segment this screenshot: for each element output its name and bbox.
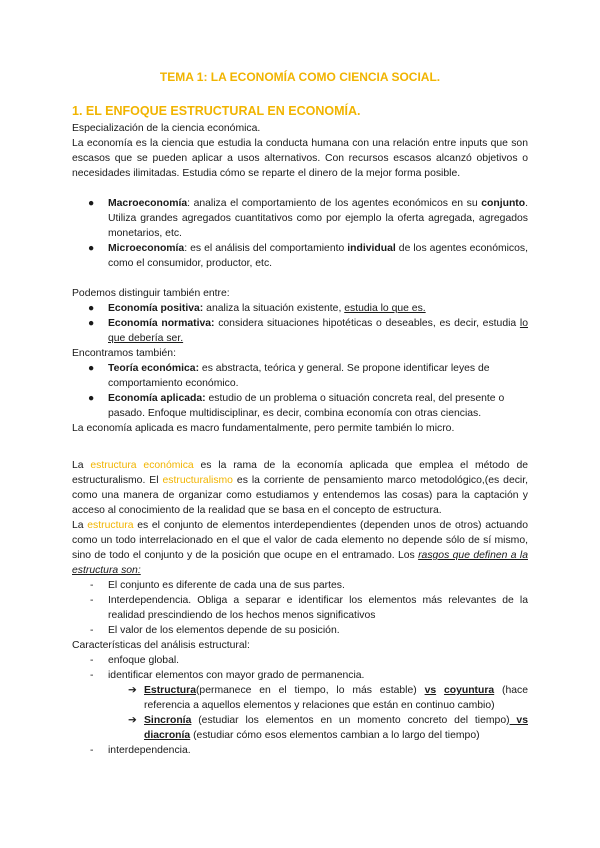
arrow1-space [436,685,444,696]
caracteristica-item [72,743,528,758]
bullet-marker: ● [88,363,95,374]
distinguish-lead: Podemos distinguir también entre: [72,288,230,299]
list-item-economia-positiva [72,301,528,316]
term-individual: individual [347,243,396,254]
term-sincronia: Sincronía [144,715,192,726]
dash-marker: - [90,745,94,756]
arrow-marker-icon: ➔ [128,715,137,726]
highlight-estructura: estructura [87,520,134,531]
macro-text-1: : analiza el comportamiento de los agentes económicos en su [187,198,482,209]
dash-marker: - [90,655,94,666]
term-microeconomia: Microeconomía [108,243,185,254]
bullet-marker: ● [88,318,95,329]
arrow2-text-b: (estudiar los elementos en un momento concreto del tiempo) [191,715,510,726]
estructura-text-2: es la corriente de pensamiento marco metodológico,(es decir, como una manera de organizar como estudiamos y entendemos las cosas) para la captación y acceso al conocimiento de la realidad que se basa en el concepto de estructura. [72,475,528,516]
bullet-marker: ● [88,393,95,404]
caracteristica-text: interdependencia. [108,745,191,756]
rasgo-item [72,578,528,593]
arrow1-text-b: (permanece en el tiempo, lo más estable) [195,685,425,696]
dash-marker: - [90,595,94,606]
list-item-economia-aplicada [72,391,528,421]
positive-normative-list [72,301,528,346]
vs-label: vs [509,715,528,726]
term-macroeconomia: Macroeconomía [108,198,188,209]
macro-text-2: . Utiliza grandes agregados cuantitativos como por ejemplo la oferta agregada, agregados monetarios, etc. [108,198,528,239]
caracteristica-item [72,653,528,668]
def-text-0: La [72,520,88,531]
section-heading: 1. EL ENFOQUE ESTRUCTURAL EN ECONOMÍA. [72,104,361,118]
micro-text-1: : es el análisis del comportamiento [184,243,348,254]
list-item-economia-normativa [72,316,528,346]
def-text-1: es el conjunto de elementos interdependientes (dependen unos de otros) actuando como un todo interrelacionado en el que el valor de cada elemento no depende sólo de sí mismo, sino de todo el conjunto y de la posición que ocupe en el entramado. Los [72,520,528,561]
caracteristica-item [72,668,528,683]
also-lead: Encontramos también: [72,348,176,359]
arrow1-text-d: (hace referencia a aquellos elementos y relaciones que están en continuo cambio) [144,685,528,711]
normativa-text: considera situaciones hipotéticas o deseables, es decir, estudia [214,318,520,329]
positiva-text: analiza la situación existente, [203,303,345,314]
aplicada-text: estudio de un problema o situación concreta real, del presente o pasado. Enfoque multidisciplinar, es decir, combina economía con otras ciencias. [108,393,505,419]
estructura-economica-paragraph [72,458,528,518]
caracteristicas-list [72,653,528,758]
estructura-definition-paragraph [72,518,528,578]
dash-marker: - [90,625,94,636]
arrow-item-sincronia [72,713,528,743]
rasgos-heading: rasgos que definen a la estructura son: [72,550,528,576]
rasgo-item [72,593,528,623]
term-estructura: Estructura [144,685,196,696]
theory-applied-list [72,361,528,421]
rasgo-item [72,623,528,638]
list-item-macroeconomia [72,196,528,241]
bullet-marker: ● [88,303,95,314]
document-title: TEMA 1: LA ECONOMÍA COMO CIENCIA SOCIAL. [159,70,441,84]
document-body [72,121,528,758]
dash-marker: - [90,670,94,681]
arrow-item-estructura [72,683,528,713]
intro-line: Especialización de la ciencia económica. [72,123,261,134]
term-diacronia: diacronía [144,730,191,741]
list-item-microeconomia [72,241,528,271]
estructura-text-0: La [72,460,91,471]
micro-text-2: de los agentes económicos, como el consumidor, productor, etc. [108,243,528,269]
caracteristica-text: identificar elementos con mayor grado de permanencia. [108,670,365,681]
highlight-estructuralismo: estructuralismo [162,475,233,486]
caracteristicas-lead: Características del análisis estructural: [72,640,250,651]
term-economia-normativa: Economía normativa: [108,318,215,329]
rasgo-text: Interdependencia. Obliga a separar e identificar los elementos más relevantes de la realidad prescindiendo de los hechos menos significativos [108,595,528,621]
applied-closing: La economía aplicada es macro fundamentalmente, pero permite también lo micro. [72,423,455,434]
dash-marker: - [90,580,94,591]
caracteristica-text: enfoque global. [108,655,180,666]
macro-micro-list [72,196,528,271]
positiva-underlined: estudia lo que es. [344,303,426,314]
intro-paragraph: La economía es la ciencia que estudia la conducta humana con una relación entre inputs que son escasos que se pueden aplicar a usos alternativos. Con recursos escasos alcanzó objetivos o necesidades ilimitadas. Estudia cómo se reparte el dinero de la mejor forma posible. [72,138,528,179]
normativa-underlined: lo que debería ser. [108,318,528,344]
arrow-marker-icon: ➔ [128,685,137,696]
term-economia-aplicada: Economía aplicada: [108,393,206,404]
rasgo-text: El valor de los elementos depende de su posición. [108,625,340,636]
bullet-marker: ● [88,198,95,209]
rasgo-text: El conjunto es diferente de cada una de sus partes. [108,580,345,591]
estructura-text-1: es la rama de la economía aplicada que emplea el método de estructuralismo. El [72,460,528,486]
rasgos-list [72,578,528,638]
highlight-estructura-economica: estructura económica [90,460,194,471]
term-economia-positiva: Economía positiva: [108,303,204,314]
arrow2-text-d: (estudiar cómo esos elementos cambian a lo largo del tiempo) [190,730,480,741]
teoria-text: es abstracta, teórica y general. Se propone identificar leyes de comportamiento económico. [108,363,490,389]
term-conjunto: conjunto [481,198,526,209]
vs-label: vs [424,685,437,696]
term-coyuntura: coyuntura [443,685,495,696]
bullet-marker: ● [88,243,95,254]
list-item-teoria-economica [72,361,528,391]
term-teoria-economica: Teoría económica: [108,363,200,374]
